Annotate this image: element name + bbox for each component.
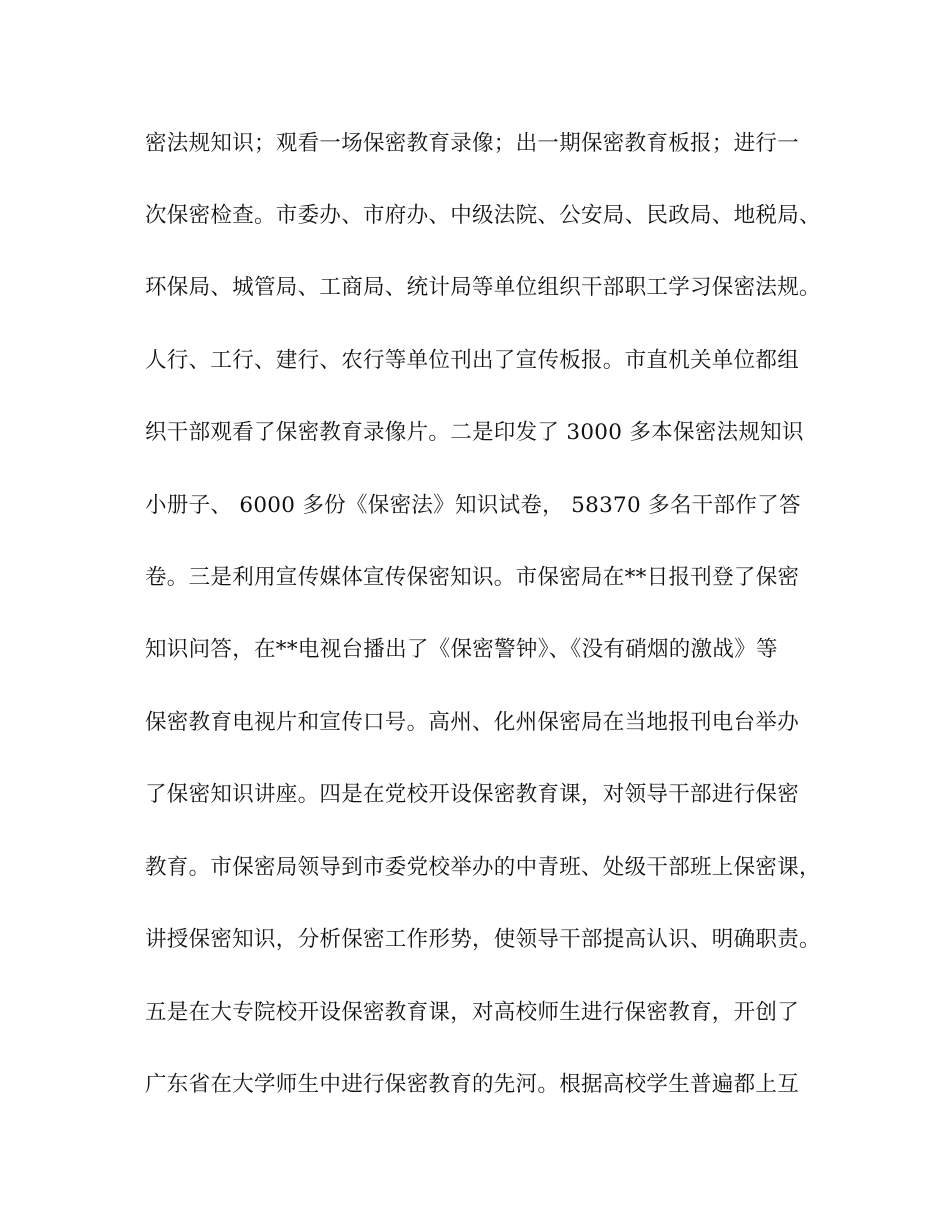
body-text-line: 了保密知识讲座。四是在党校开设保密教育课，对领导干部进行保密	[145, 782, 800, 807]
body-text-line: 广东省在大学师生中进行保密教育的先河。根据高校学生普遍都上互	[145, 1072, 800, 1097]
body-text-line: 保密教育电视片和宣传口号。高州、化州保密局在当地报刊电台举办	[145, 710, 800, 735]
body-text-line: 教育。市保密局领导到市委党校举办的中青班、处级干部班上保密课，	[145, 855, 821, 880]
body-text-line: 环保局、城管局、工商局、统计局等单位组织干部职工学习保密法规。	[145, 275, 821, 300]
body-text-line: 知识问答，在**电视台播出了《保密警钟》、《没有硝烟的激战》等	[145, 637, 778, 662]
body-text-line: 小册子、 6000 多份《保密法》知识试卷， 58370 多名干部作了答	[145, 493, 801, 518]
body-text-line: 讲授保密知识，分析保密工作形势，使领导干部提高认识、明确职责。	[145, 927, 821, 952]
body-text-line: 五是在大专院校开设保密教育课，对高校师生进行保密教育，开创了	[145, 1000, 800, 1025]
body-text-line: 次保密检查。市委办、市府办、中级法院、公安局、民政局、地税局、	[145, 203, 821, 228]
body-text-line: 织干部观看了保密教育录像片。二是印发了 3000 多本保密法规知识	[145, 420, 804, 445]
body-text-line: 卷。三是利用宣传媒体宣传保密知识。市保密局在**日报刊登了保密	[145, 565, 800, 590]
body-text-line: 密法规知识；观看一场保密教育录像；出一期保密教育板报；进行一	[145, 131, 800, 156]
body-text-line: 人行、工行、建行、农行等单位刊出了宣传板报。市直机关单位都组	[145, 348, 800, 373]
